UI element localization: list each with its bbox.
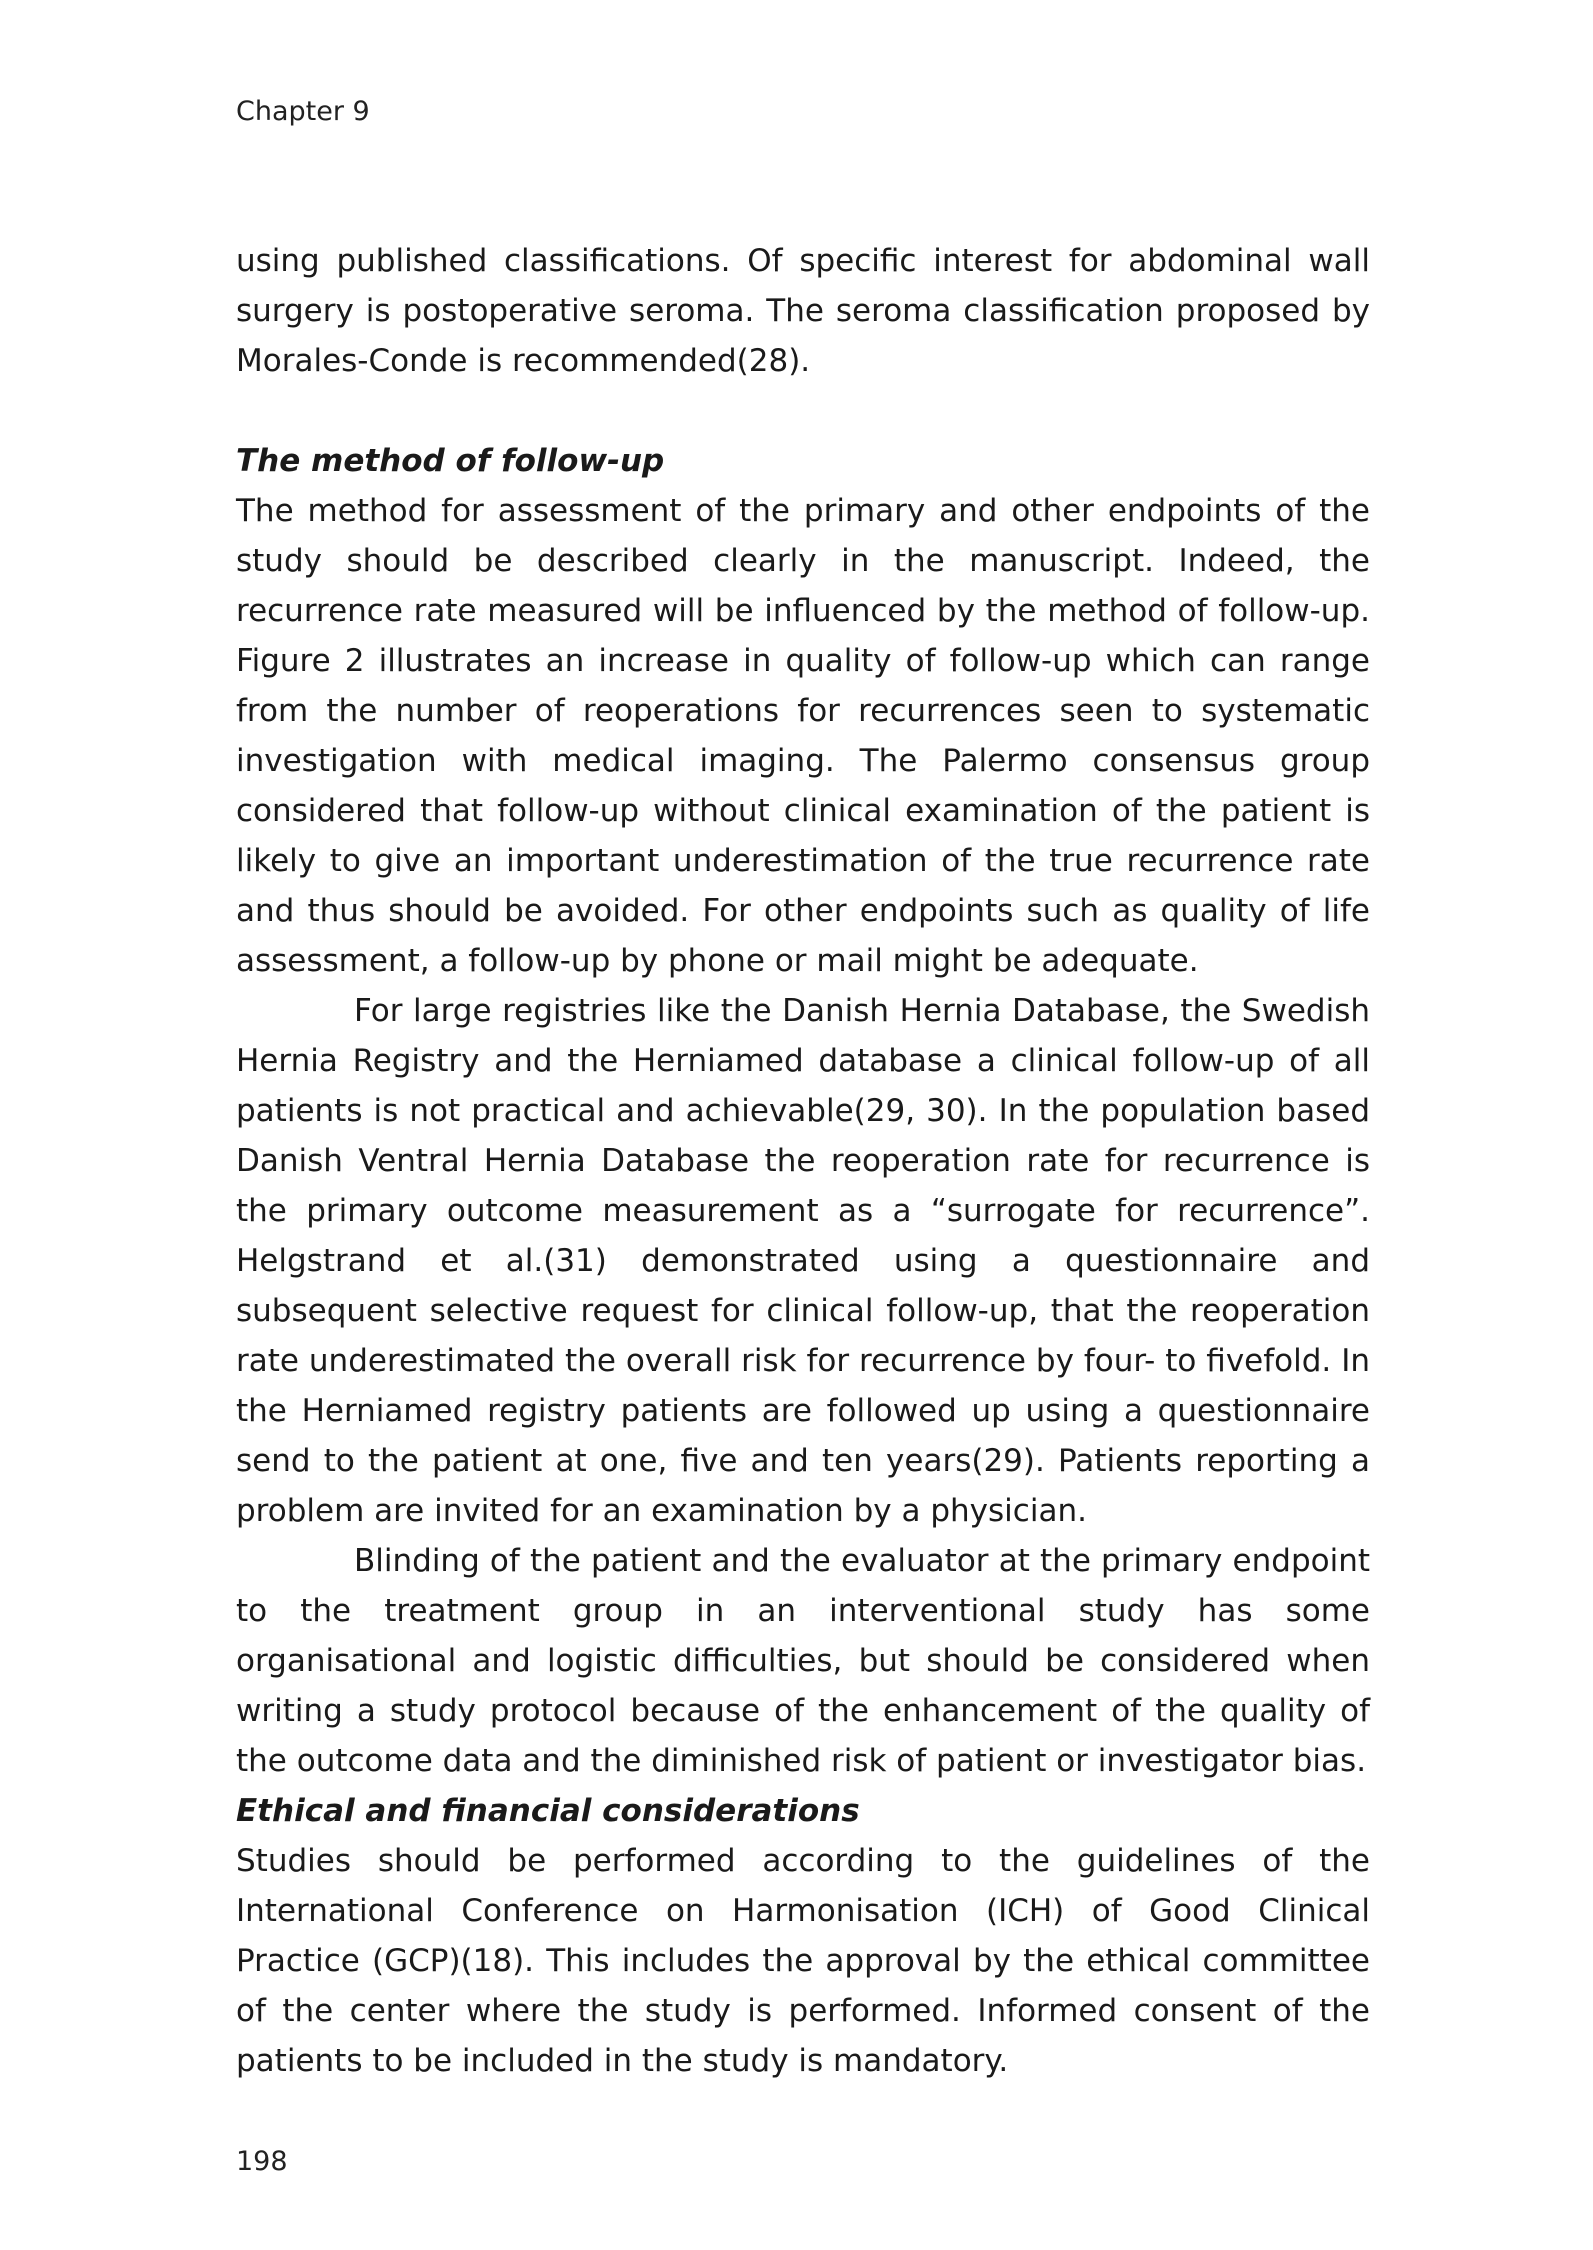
running-head: Chapter 9 xyxy=(236,96,370,127)
ethics-heading: Ethical and financial considerations xyxy=(236,1793,860,1829)
intro-section xyxy=(236,236,1370,386)
follow-up-section xyxy=(236,436,1370,1786)
page-number: 198 xyxy=(236,2146,288,2177)
ethics-section xyxy=(236,1786,1370,2086)
follow-up-paragraph-1: The method for assessment of the primary and other endpoints of the study should be described clearly in the manuscript. Indeed, the recurrence rate measured will be influenced by the method of follow-up. Figure 2 illustrates an increase in quality of follow-up which can range from the number of reoperations for recurrences seen to systematic investigation with medical imaging. The Palermo consensus group considered that follow-up without clinical examination of the patient is likely to give an important underestimation of the true recurrence rate and thus should be avoided. For other endpoints such as quality of life assessment, a follow-up by phone or mail might be adequate. xyxy=(236,493,1370,979)
follow-up-paragraph-3: Blinding of the patient and the evaluator at the primary endpoint to the treatment group in an interventional study has some organisational and logistic difficulties, but should be considered when writing a study protocol because of the enhancement of the quality of the outcome data and the diminished risk of patient or investigator bias. xyxy=(236,1543,1370,1779)
follow-up-heading: The method of follow-up xyxy=(236,443,665,479)
follow-up-paragraph-2: For large registries like the Danish Hernia Database, the Swedish Hernia Registry and the Herniamed database a clinical follow-up of all patients is not practical and achievable(29, 30). In the population based Danish Ventral Hernia Database the reoperation rate for recurrence is the primary outcome measurement as a “surrogate for recurrence”. Helgstrand et al.(31) demonstrated using a questionnaire and subsequent selective request for clinical follow-up, that the reoperation rate underestimated the overall risk for recurrence by four- to fivefold. In the Herniamed registry patients are followed up using a questionnaire send to the patient at one, five and ten years(29). Patients reporting a problem are invited for an examination by a physician. xyxy=(236,993,1370,1529)
ethics-paragraph: Studies should be performed according to the guidelines of the International Conference on Harmonisation (ICH) of Good Clinical Practice (GCP)(18). This includes the approval by the ethical committee of the center where the study is performed. Informed consent of the patients to be included in the study is mandatory. xyxy=(236,1843,1370,2079)
intro-paragraph: using published classifications. Of specific interest for abdominal wall surgery is postoperative seroma. The seroma classification proposed by Morales-Conde is recommended(28). xyxy=(236,243,1370,379)
